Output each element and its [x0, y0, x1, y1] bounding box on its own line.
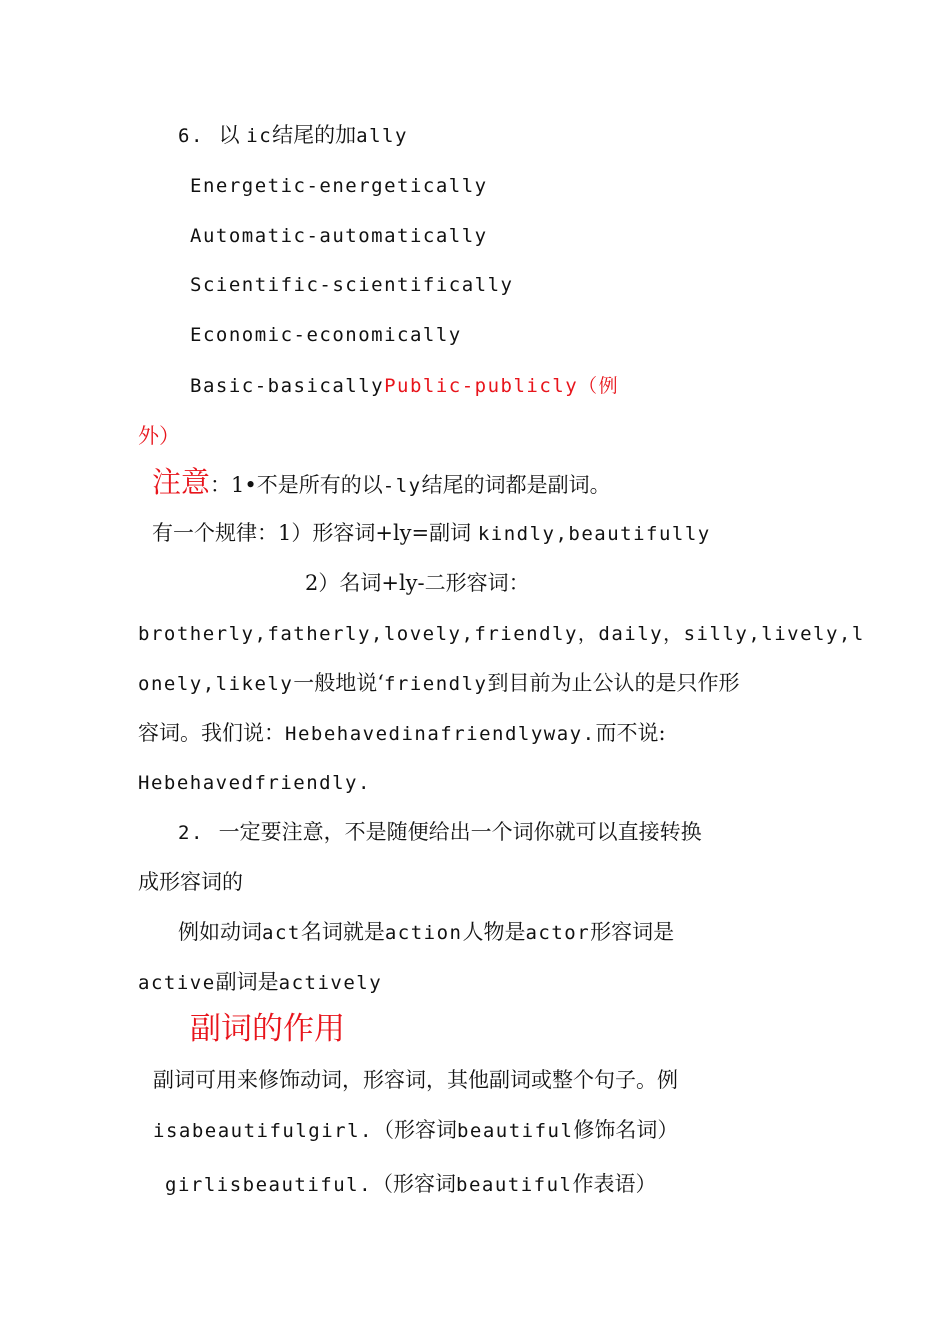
- rule-intro-line: [152, 518, 711, 549]
- ex-d: action: [384, 922, 463, 944]
- usage-intro: 副词可用来修饰动词，形容词，其他副词或整个句子。例: [153, 1068, 678, 1092]
- point-2-number: 2.: [178, 822, 204, 844]
- example-basic: Basic-basically: [190, 375, 385, 397]
- note-line-1: [152, 467, 611, 501]
- note-point-1-b: -ly: [382, 475, 422, 497]
- heading-text-2: 结尾的加: [272, 123, 357, 147]
- note-label: 注意: [152, 465, 211, 499]
- heading-number: 6.: [178, 125, 204, 147]
- example-line: Automatic-automatically: [190, 225, 488, 247]
- heading-code-2: ally: [356, 125, 408, 147]
- example-line-last: [190, 370, 619, 401]
- usage-ex2-code: girlisbeautiful.: [165, 1174, 373, 1196]
- word-list-2-cn: 一般地说‘: [293, 671, 384, 695]
- point-2-text: 一定要注意，不是随便给出一个词你就可以直接转换: [218, 820, 702, 844]
- note-point-1-c: 结尾的词都是副词。: [421, 473, 611, 497]
- line-3-cn2: 而不说:: [595, 721, 666, 745]
- word-list-2-code: friendly: [383, 673, 488, 695]
- word-list-line-1: brotherly,fatherly,lovely,friendly，daily，silly,lively,l: [138, 623, 865, 645]
- ex2-b: 副词是: [215, 970, 279, 994]
- rule-intro: 有一个规律：1）形容词+ly=副词: [152, 521, 472, 545]
- line-3-code: Hebehavedinafriendlyway.: [285, 723, 596, 745]
- usage-ex1-cn: （形容词: [372, 1118, 457, 1142]
- ex-c: 名词就是: [300, 920, 385, 944]
- ex-a: 例如动词: [178, 920, 262, 944]
- point-2-line: [178, 817, 702, 848]
- note-point-1-a: ：1•不是所有的以: [210, 473, 383, 497]
- example-line: Economic-economically: [190, 324, 462, 346]
- usage-title: 副词的作用: [190, 1011, 345, 1047]
- example-line: Scientific-scientifically: [190, 274, 514, 296]
- example-line: Energetic-energetically: [190, 175, 488, 197]
- example-act-line: [178, 917, 674, 948]
- usage-ex1-cn2: 修饰名词）: [573, 1118, 679, 1142]
- rule-1-examples: kindly,beautifully: [477, 523, 711, 545]
- example-active-line: [138, 967, 382, 998]
- ex-f: actor: [525, 922, 591, 944]
- section-6-heading: [178, 120, 408, 151]
- ex2-a: active: [138, 972, 216, 994]
- point-2-wrap: 成形容词的: [138, 870, 243, 894]
- ex-b: act: [262, 922, 301, 944]
- usage-ex2-cn2: 作表语）: [572, 1172, 657, 1196]
- usage-ex2-cn: （形容词: [372, 1172, 457, 1196]
- usage-ex1-code2: beautiful: [456, 1120, 574, 1142]
- note-line-3: [138, 718, 666, 749]
- note-line-4: Hebehavedfriendly.: [138, 772, 371, 794]
- rule-2: 2）名词+ly-二形容词：: [305, 571, 530, 595]
- usage-example-1: [153, 1115, 678, 1146]
- example-exception: Public-publicly（例: [384, 375, 620, 397]
- heading-code: ic: [246, 125, 273, 147]
- heading-text: 以: [218, 123, 240, 147]
- word-list-2-cn2: 到目前为止公认的是只作形: [487, 671, 740, 695]
- ex-g: 形容词是: [590, 920, 675, 944]
- word-list-line-2: [138, 668, 739, 699]
- ex-e: 人物是: [462, 920, 526, 944]
- word-list-2: onely,likely: [138, 673, 294, 695]
- usage-example-2: [165, 1169, 656, 1200]
- ex2-c: actively: [278, 972, 383, 994]
- line-3-cn: 容词。我们说：: [138, 721, 285, 745]
- example-exception-wrap: 外）: [138, 424, 180, 448]
- usage-ex1-code: isabeautifulgirl.: [153, 1120, 373, 1142]
- usage-ex2-code2: beautiful: [456, 1174, 573, 1196]
